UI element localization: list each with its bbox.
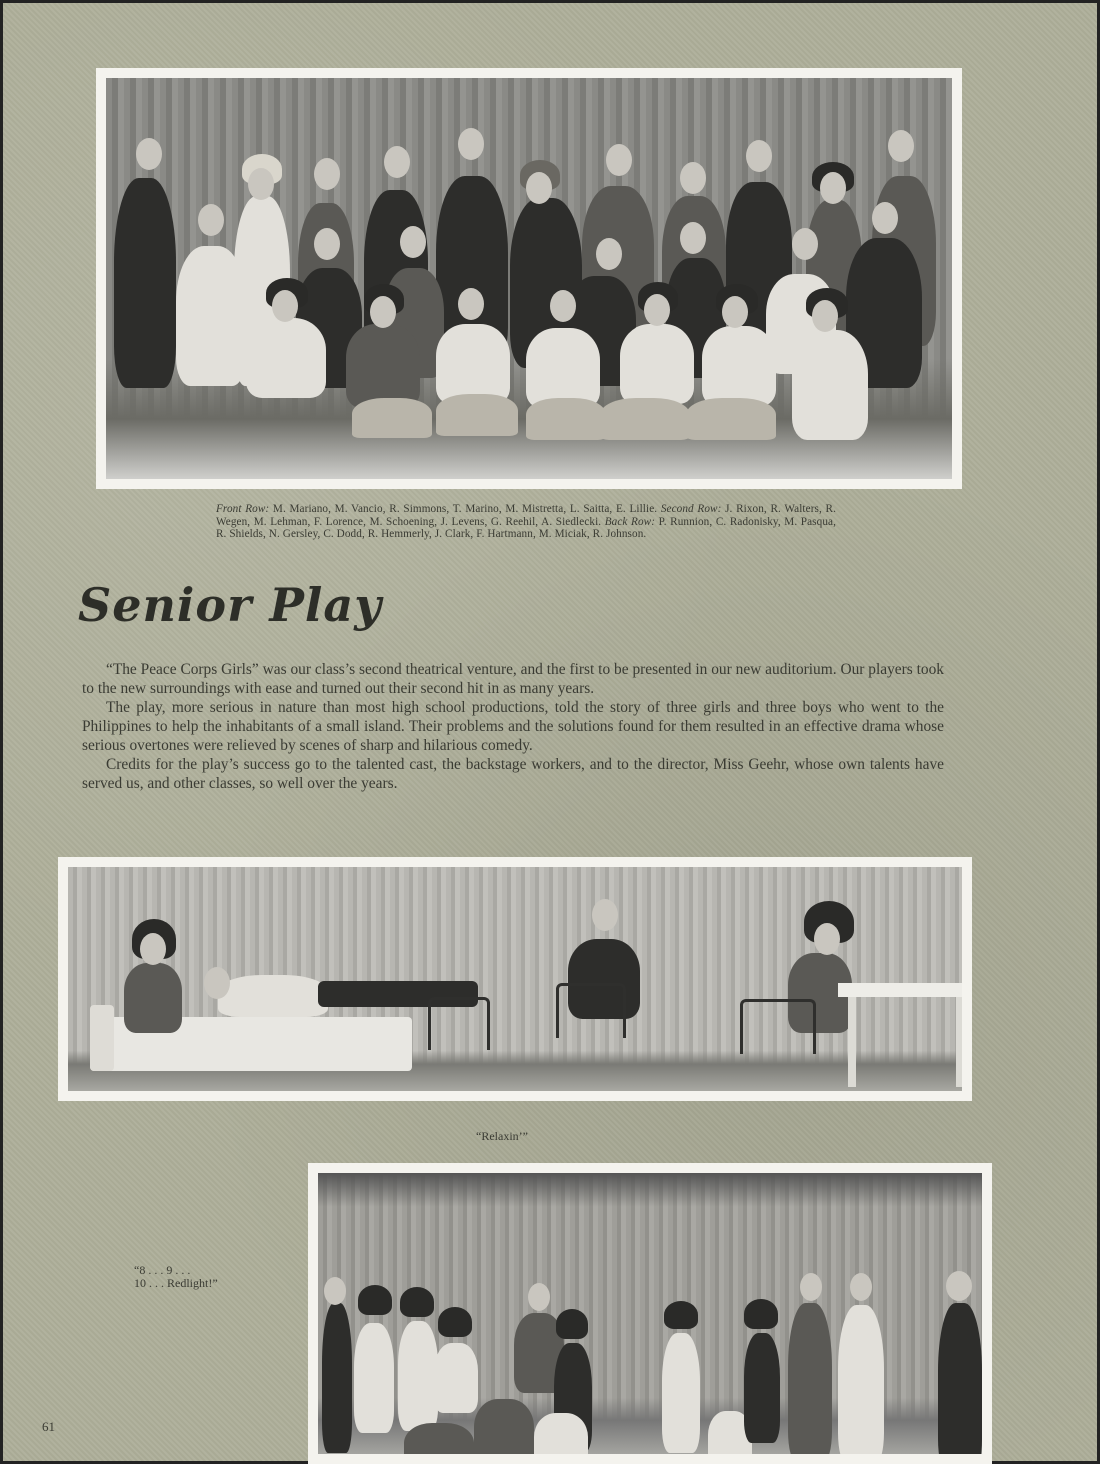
back-row-names: P. Runnion, C. Radonisky, M. Pasqua, R. Shields, N. Gersley, C. Dodd, R. Hemmerly, J. Clark, F. Hartmann, M. Miciak, R. Johnson. xyxy=(216,515,836,541)
back-row-label: Back Row: xyxy=(604,515,656,528)
redlight-caption-line2: 10 . . . Redlight!” xyxy=(134,1276,218,1290)
paragraph: The play, more serious in nature than most high school productions, told the story of three girls and three boys who went to the Philippines to help the inhabitants of a small island. Their problems and the solutions found for them resulted in an effective drama whose serious overtones were relieved by scenes of sharp and hilarious comedy. xyxy=(82,699,944,754)
page-number: 61 xyxy=(42,1419,55,1434)
group-photo-caption xyxy=(216,503,836,541)
article-body xyxy=(82,660,944,793)
play-photo-relaxin xyxy=(68,867,962,1091)
group-photo-frame xyxy=(96,68,962,489)
second-row-names: J. Rixon, R. Walters, R. Wegen, M. Lehman, F. Lorence, M. Schoening, J. Levens, G. Reehil, A. Siedlecki. xyxy=(216,503,836,528)
redlight-caption xyxy=(134,1264,218,1290)
relaxin-caption: “Relaxin’” xyxy=(476,1129,528,1143)
redlight-caption-line1: “8 . . . 9 . . . xyxy=(134,1263,191,1277)
front-row-label: Front Row: xyxy=(216,503,270,515)
play-photo-redlight-frame xyxy=(308,1163,992,1464)
play-photo-relaxin-frame xyxy=(58,857,972,1101)
page-title: Senior Play xyxy=(78,578,382,632)
second-row-label: Second Row: xyxy=(660,503,722,515)
play-photo-redlight xyxy=(318,1173,982,1454)
paragraph: “The Peace Corps Girls” was our class’s second theatrical venture, and the first to be presented in our new auditorium. Our players took to the new surroundings with ease and turned out their second hit in as many years. xyxy=(82,661,944,697)
group-photo xyxy=(106,78,952,479)
front-row-names: M. Mariano, M. Vancio, R. Simmons, T. Marino, M. Mistretta, L. Saitta, E. Lillie. xyxy=(269,503,658,515)
paragraph: Credits for the play’s success go to the talented cast, the backstage workers, and to the director, Miss Geehr, whose own talents have served us, and other classes, so well over the years. xyxy=(82,756,944,792)
